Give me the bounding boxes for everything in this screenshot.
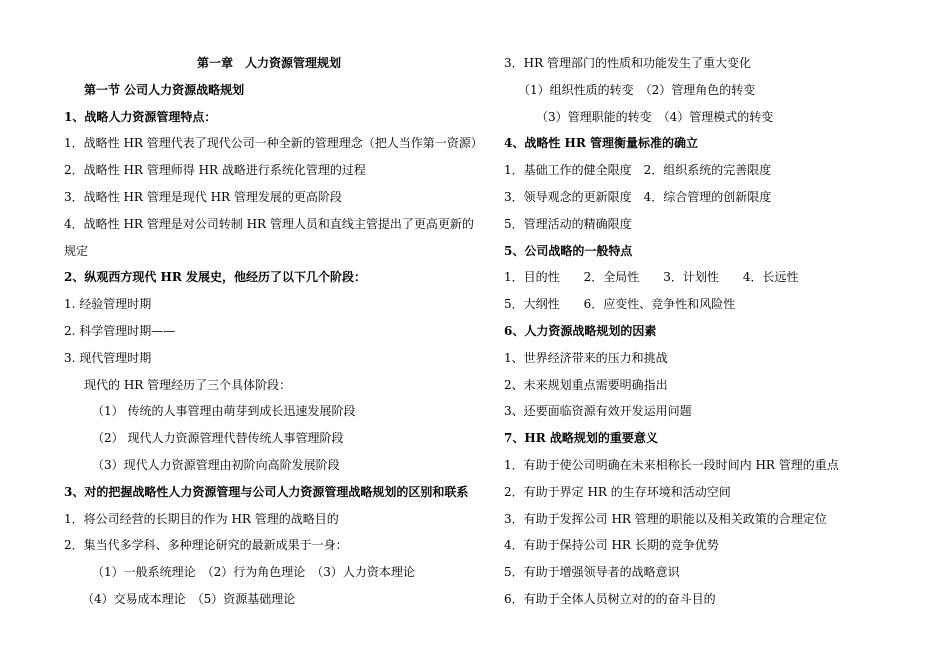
list-item: 2、未来规划重点需要明确指出 bbox=[504, 377, 668, 392]
list-item: 3、还要面临资源有效开发运用问题 bbox=[504, 404, 692, 419]
heading-1: 1、战略人力资源管理特点： bbox=[64, 109, 217, 124]
theory-list: （4）交易成本理论 （5）资源基础理论 bbox=[82, 591, 296, 606]
list-item: 5．管理活动的精确限度 bbox=[504, 216, 632, 231]
list-item: 3．有助于发挥公司 HR 管理的职能以及相关政策的合理定位 bbox=[504, 511, 827, 526]
list-item: 2．战略性 HR 管理师得 HR 战略进行系统化管理的过程 bbox=[64, 163, 366, 178]
heading-2: 2、纵观西方现代 HR 发展史，他经历了以下几个阶段： bbox=[64, 270, 367, 285]
theory-list: （1）一般系统理论 （2）行为角色理论 （3）人力资本理论 bbox=[92, 565, 415, 580]
list-item: 1. 经验管理时期 bbox=[64, 297, 152, 312]
list-item: 3．战略性 HR 管理是现代 HR 管理发展的更高阶段 bbox=[64, 189, 342, 204]
list-item: 1、世界经济带来的压力和挑战 bbox=[504, 350, 668, 365]
list-item: 2．有助于界定 HR 的生存环境和活动空间 bbox=[504, 484, 731, 499]
heading-5: 5、公司战略的一般特点 bbox=[504, 243, 633, 258]
list-item: 2．集当代多学科、多种理论研究的最新成果于一身： bbox=[64, 538, 348, 553]
left-column bbox=[64, 50, 484, 613]
sub-intro: 现代的 HR 管理经历了三个具体阶段： bbox=[84, 377, 292, 392]
list-item: 1．将公司经营的长期目的作为 HR 管理的战略目的 bbox=[64, 511, 339, 526]
list-item: 4．战略性 HR 管理是对公司转制 HR 管理人员和直线主管提出了更高更新的规定 bbox=[64, 216, 474, 258]
heading-6: 6、人力资源战略规划的因素 bbox=[504, 323, 657, 338]
heading-7: 7、HR 战略规划的重要意义 bbox=[504, 431, 658, 446]
list-item: 1．目的性 2．全局性 3．计划性 4．长远性 bbox=[504, 270, 799, 285]
list-item: （3）管理职能的转变 （4）管理模式的转变 bbox=[536, 109, 774, 124]
list-item: 3. 现代管理时期 bbox=[64, 350, 152, 365]
list-item: （2） 现代人力资源管理代替传统人事管理阶段 bbox=[92, 431, 344, 446]
list-item: （1） 传统的人事管理由萌芽到成长迅速发展阶段 bbox=[92, 404, 356, 419]
section-title: 第一节 公司人力资源战略规划 bbox=[84, 82, 245, 97]
heading-4: 4、战略性 HR 管理衡量标准的确立 bbox=[504, 136, 699, 151]
list-item: 5．有助于增强领导者的战略意识 bbox=[504, 565, 680, 580]
right-column bbox=[504, 50, 904, 613]
list-item: 5．大纲性 6．应变性、竞争性和风险性 bbox=[504, 297, 736, 312]
list-item: （3）现代人力资源管理由初阶向高阶发展阶段 bbox=[92, 457, 340, 472]
list-item: 4．有助于保持公司 HR 长期的竞争优势 bbox=[504, 538, 719, 553]
list-item: 1．战略性 HR 管理代表了现代公司一种全新的管理理念（把人当作第一资源） bbox=[64, 136, 483, 151]
list-item: 3．HR 管理部门的性质和功能发生了重大变化 bbox=[504, 56, 751, 70]
list-item: 1．基础工作的健全限度 2．组织系统的完善限度 bbox=[504, 163, 772, 178]
list-item: （1）组织性质的转变 （2）管理角色的转变 bbox=[518, 82, 756, 97]
heading-3: 3、对的把握战略性人力资源管理与公司人力资源管理战略规划的区别和联系 bbox=[64, 484, 469, 499]
list-item: 1．有助于使公司明确在未来相称长一段时间内 HR 管理的重点 bbox=[504, 457, 839, 472]
list-item: 3．领导观念的更新限度 4．综合管理的创新限度 bbox=[504, 189, 772, 204]
list-item: 2. 科学管理时期—— bbox=[64, 323, 176, 338]
list-item: 6．有助于全体人员树立对的的奋斗目的 bbox=[504, 591, 716, 606]
chapter-title: 第一章 人力资源管理规划 bbox=[196, 56, 341, 70]
